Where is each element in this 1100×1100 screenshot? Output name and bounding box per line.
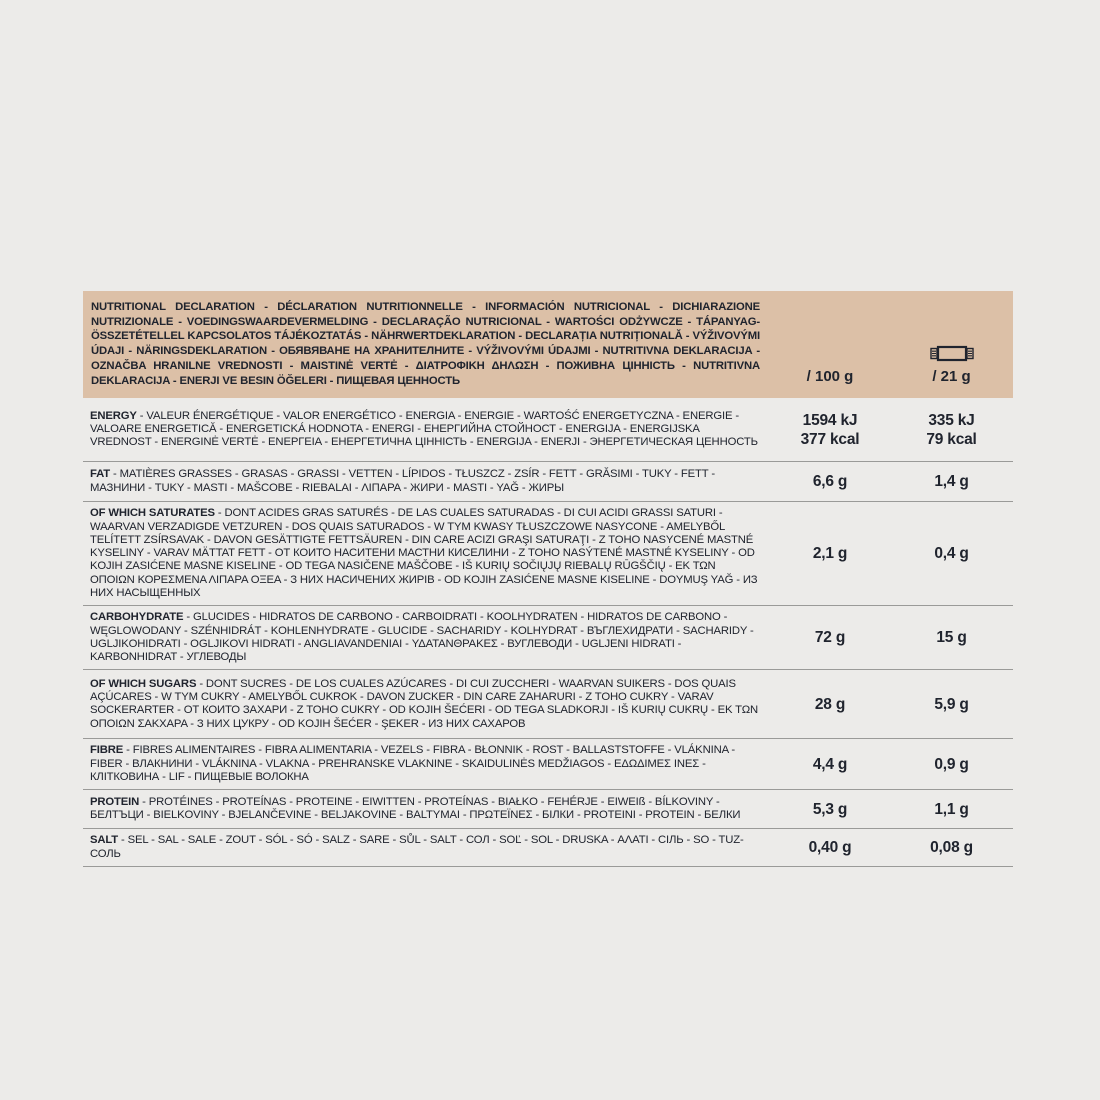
- nutrient-label: [83, 739, 770, 789]
- value-per-100g: 4,4 g: [812, 755, 848, 773]
- nutrient-translations: - MATIÈRES GRASSES - GRASAS - GRASSI - VETTEN - LÍPIDOS - TŁUSZCZ - ZSÍR - FETT - GRĂSIMI - TUKY - FETT - МАЗНИНИ - TUKY - MASTI - MAŠCOBE - RIEBALAI - ΛΙΠΑΡΑ - ЖИРИ - MASTI - YAĞ - ЖИРЫ: [90, 468, 715, 494]
- nutrient-term: ENERGY: [90, 409, 137, 422]
- nutrient-label: [83, 462, 770, 501]
- nutrient-label: [83, 606, 770, 669]
- value-per-21g: 1,1 g: [934, 800, 969, 818]
- nutrient-translations: - DONT SUCRES - DE LOS CUALES AZÚCARES - DI CUI ZUCCHERI - WAARVAN SUIKERS - DOS QUAIS AÇÚCARES - W TYM CUKRY - AMELYBŐL CUKROK - DAVON ZUCKER - DIN CARE ZAHARURI - Z TOHO CUKRY - VARAV SOCKERARTER - ОТ КОИТО ЗАХАРИ - Z TOHO CUKRY - OD KOJIH ŠEĆERI - OD TEGA SLADKORJI - IŠ KURIŲ CUKRŲ - ΕΚ ΤΩΝ ΟΠΟΙΩΝ ΣΑΚΧΑΡΑ - З НИХ ЦУКРУ - OD KOJIH ŠEĆER - ŞEKER - ИЗ НИХ САХАРОВ: [90, 677, 759, 730]
- nutrient-label: [83, 829, 770, 866]
- value-per-100g: 6,6 g: [812, 473, 848, 491]
- nutrient-label: [83, 398, 770, 461]
- nutrient-term: FAT: [90, 468, 111, 481]
- value-per-21g: 335 kJ 79 kcal: [926, 411, 977, 448]
- nutrient-translations: - VALEUR ÉNERGÉTIQUE - VALOR ENERGÉTICO - ENERGIA - ENERGIE - WARTOŚĆ ENERGETYCZNA - ENERGIE - VALOARE ENERGETICĂ - ENERGETICKÁ HODNOTA - ENERGI - ЕНЕРГИЙНА СТОЙНОСТ - ENERGIJA - ENERGIJSKA VREDNOST - ENERGINĖ VERTĖ - ΕΝΕΡΓΕΙΑ - ЕНЕРГЕТИЧНА ЦІННІСТЬ - ENERGIJA - ENERJI - ЭНЕРГЕТИЧЕСКАЯ ЦЕННОСТЬ: [90, 409, 758, 449]
- nutrient-translations: - DONT ACIDES GRAS SATURÉS - DE LAS CUALES SATURADAS - DI CUI ACIDI GRASSI SATURI - WAARVAN VERZADIGDE VETZUREN - DOS QUAIS SATURADOS - W TYM KWASY TŁUSZCZOWE NASYCONE - AMELYBŐL TELÍTETT ZSÍRSAVAK - DAVON GESÄTTIGTE FETTSÄUREN - DIN CARE ACIZI GRAŞI SATURAŢI - Z TOHO NASYCENÉ MASTNÉ KYSELINY - VARAV MÄTTAT FETT - ОТ КОИТО НАСИТЕНИ МАСТНИ КИСЕЛИНИ - Z TOHO NASÝTENÉ MASTNÉ KYSELINY - OD KOJIH ZASIĆENE MASNE KISELINE - OD TEGA NASIČENE MAŠČOBE - IŠ KURIŲ SOČIŲJŲ RIEBALŲ RŪGŠČIŲ - ΕΚ ΤΩΝ ΟΠΟΙΩΝ ΚΟΡΕΣΜΕΝΑ ΛΙΠΑΡΑ ΟΞΕΑ - З НИХ НАСИЧЕНИХ ЖИРІВ - OD KOJIH ZASIĆENE MASNE KISELINE - DOYMUŞ YAĞ - ИЗ НИХ НАСЫЩЕННЫХ: [90, 507, 758, 599]
- value-per-21g: 0,4 g: [934, 545, 969, 563]
- value-per-21g: 0,08 g: [930, 839, 973, 857]
- table-row: [83, 606, 1013, 670]
- per-21g-label: / 21 g: [932, 368, 971, 386]
- value-per-100g: 5,3 g: [812, 800, 848, 818]
- nutrition-table: [83, 291, 1013, 867]
- value-per-100g: 1594 kJ 377 kcal: [800, 411, 860, 448]
- nutrient-term: PROTEIN: [90, 796, 140, 809]
- table-row: [83, 398, 1013, 462]
- multilingual-title: NUTRITIONAL DECLARATION - DÉCLARATION NUTRITIONNELLE - INFORMACIÓN NUTRICIONAL - DICHIARAZIONE NUTRIZIONALE - VOEDINGSWAARDEVERMELDING - DECLARAÇÃO NUTRICIONAL - WARTOŚCI ODŻYWCZE - TÁPANYAG-ÖSSZETÉTELLEL KAPCSOLATOS TÁJÉKOZTATÁS - NÄHRWERTDEKLARATION - DECLARAȚIA NUTRIȚIONALĂ - VÝŽIVOVÝMI ÚDAJI - NÄRINGSDEKLARATION - ОБЯВЯВАНЕ НА ХРАНИТЕЛНИТЕ - VÝŽIVOVÝMI ÚDAJMI - NUTRITIVNA DEKLARACIJA - OZNAČBA HRANILNE VREDNOSTI - MAISTINĖ VERTĖ - ΔΙΑΤΡΟΦΙΚΗ ΔΗΛΩΣΗ - ПОЖИВНА ЦІННІСТЬ - NUTRITIVNA DEKLARACIJA - ENERJI VE BESIN ÖĞELERI - ПИЩЕВАЯ ЦЕННОСТЬ: [91, 301, 760, 387]
- table-row: [83, 462, 1013, 502]
- bar-icon: [929, 344, 975, 363]
- table-row: [83, 502, 1013, 606]
- nutrient-translations: - FIBRES ALIMENTAIRES - FIBRA ALIMENTARIA - VEZELS - FIBRA - BŁONNIK - ROST - BALLASTSTOFFE - VLÁKNINA - FIBER - ВЛАКНИНИ - VLÁKNINA - VLAKNA - PREHRANSKE VLAKNINE - SKAIDULINĖS MEDŽIAGOS - ΕΔΩΔΙΜΕΣ ΙΝΕΣ - КЛІТКОВИНА - LIF - ПИЩЕВЫЕ ВОЛОКНА: [90, 744, 735, 784]
- nutrient-term: CARBOHYDRATE: [90, 611, 184, 624]
- nutrient-label: [83, 502, 770, 605]
- value-per-100g: 0,40 g: [808, 839, 852, 857]
- nutrient-term: OF WHICH SATURATES: [90, 507, 215, 520]
- value-per-21g: 0,9 g: [934, 755, 969, 773]
- value-per-21g: 1,4 g: [934, 473, 969, 491]
- per-100g-label: / 100 g: [806, 368, 854, 386]
- value-per-100g: 28 g: [814, 695, 846, 713]
- column-header-per-21g: [890, 344, 1013, 388]
- table-row: [83, 829, 1013, 867]
- column-header-per-100g: [770, 368, 890, 388]
- table-body: [83, 398, 1013, 867]
- nutrient-label: [83, 790, 770, 828]
- table-row: [83, 790, 1013, 829]
- value-per-21g: 5,9 g: [934, 695, 969, 713]
- table-row: [83, 739, 1013, 790]
- nutrient-term: OF WHICH SUGARS: [90, 677, 197, 690]
- value-per-21g: 15 g: [936, 629, 967, 647]
- table-header-band: [83, 291, 1013, 398]
- nutrient-label: [83, 670, 770, 738]
- value-per-100g: 72 g: [814, 629, 846, 647]
- nutrient-term: FIBRE: [90, 744, 124, 757]
- table-row: [83, 670, 1013, 739]
- nutrient-translations: - GLUCIDES - HIDRATOS DE CARBONO - CARBOIDRATI - KOOLHYDRATEN - HIDRATOS DE CARBONO - WĘGLOWODANY - SZÉNHIDRÁT - KOHLENHYDRATE - GLUCIDE - SACHARIDY - KOLHYDRAT - ВЪГЛЕХИДРАТИ - SACHARIDY - UGLJIKOHIDRATI - OGLJIKOVI HIDRATI - ANGLIAVANDENIAI - ΥΔΑΤΑΝΘΡΑΚΕΣ - ВУГЛЕВОДИ - UGLJENI HIDRATI - KARBONHIDRAT - УГЛЕВОДЫ: [90, 611, 754, 664]
- nutrient-translations: - PROTÉINES - PROTEÍNAS - PROTEINE - EIWITTEN - PROTEÍNAS - BIAŁKO - FEHÉRJE - EIWEIß - BÍLKOVINY - БЕЛТЪЦИ - BIELKOVINY - BJELANČEVINE - BELJAKOVINE - BALTYMAI - ΠΡΩΤΕΪΝΕΣ - БІЛКИ - PROTEINI - PROTEIN - БЕЛКИ: [90, 796, 741, 822]
- nutrient-term: SALT: [90, 834, 119, 847]
- nutrient-translations: - SEL - SAL - SALE - ZOUT - SÓL - SÓ - SALZ - SARE - SŮL - SALT - СОЛ - SOĽ - SOL - DRUSKA - ΑΛΑΤΙ - СІЛЬ - SO - TUZ- СОЛЬ: [90, 834, 744, 860]
- column-headers: [770, 344, 1013, 388]
- value-per-100g: 2,1 g: [812, 545, 848, 563]
